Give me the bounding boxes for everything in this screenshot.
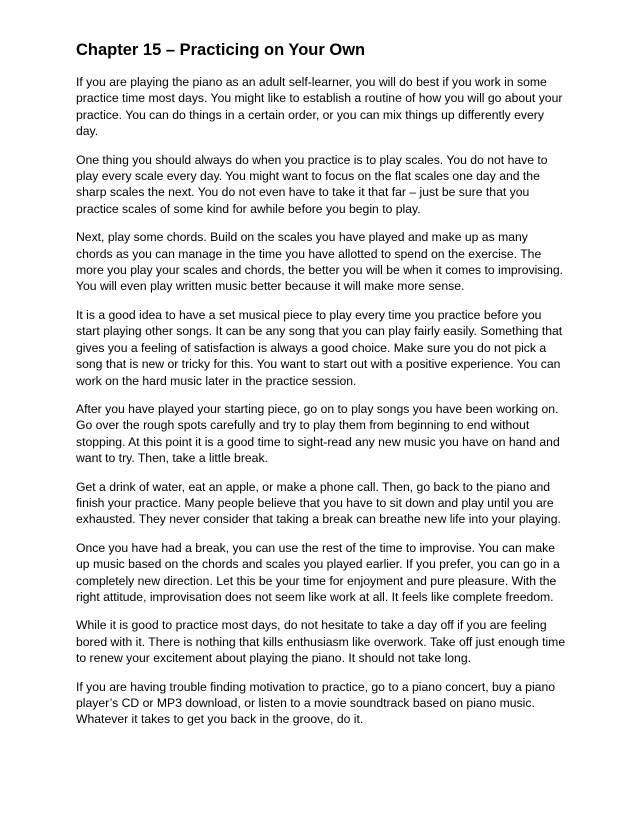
chapter-title: Chapter 15 – Practicing on Your Own	[76, 41, 366, 59]
paragraph-5: After you have played your starting piece, go on to play songs you have been working on. Go over the rough spots carefully and try to play them from beginning to end without stopping. At this point it is a good time to sight-read any new music you have on hand and want to try. Then, take a little break.	[76, 401, 560, 466]
paragraph-6: Get a drink of water, eat an apple, or make a phone call. Then, go back to the piano and finish your practice. Many people believe that you have to sit down and play until you are exhausted. They never consider that taking a break can breathe new life into your playing.	[76, 479, 561, 527]
paragraph-1: If you are playing the piano as an adult self-learner, you will do best if you work in some practice time most days. You might like to establish a routine of how you will go about your practice. You can do things in a certain order, or you can mix things up differently every day.	[76, 75, 563, 139]
paragraph-3: Next, play some chords. Build on the scales you have played and make up as many chords as you can manage in the time you have allotted to spend on the exercise. The more you play your scales and chords, the better you will be when it comes to improvising. You will even play written music better because it will make more sense.	[76, 230, 564, 294]
paragraph-2: One thing you should always do when you practice is to play scales. You do not have to play every scale every day. You might want to focus on the flat scales one day and the sharp scales the next. You do not even have to take it that far – just be sure that you practice scales of some kind for awhile before you begin to play.	[76, 152, 548, 216]
paragraph-7: Once you have had a break, you can use the rest of the time to improvise. You can make up music based on the chords and scales you played earlier. If you prefer, you can go in a completely new direction. Let this be your time for enjoyment and pure pleasure. With the right attitude, improvisation does not seem like work at all. It feels like complete freedom.	[76, 540, 560, 604]
paragraph-8: While it is good to practice most days, do not hesitate to take a day off if you are feeling bored with it. There is nothing that kills enthusiasm like overwork. Take off just enough time to renew your excitement about playing the piano. It should not take long.	[76, 618, 566, 666]
document-page	[76, 40, 566, 740]
paragraph-9: If you are having trouble finding motivation to practice, go to a piano concert, buy a piano player’s CD or MP3 download, or listen to a movie soundtrack based on piano music. Whatever it takes to get you back in the groove, do it.	[76, 679, 555, 727]
paragraph-4: It is a good idea to have a set musical piece to play every time you practice before you start playing other songs. It can be any song that you can play fairly easily. Something that gives you a feeling of satisfaction is always a good choice. Make sure you do not pick a song that is new or tricky for this. You want to start out with a positive experience. You can work on the hard music later in the practice session.	[76, 307, 563, 388]
